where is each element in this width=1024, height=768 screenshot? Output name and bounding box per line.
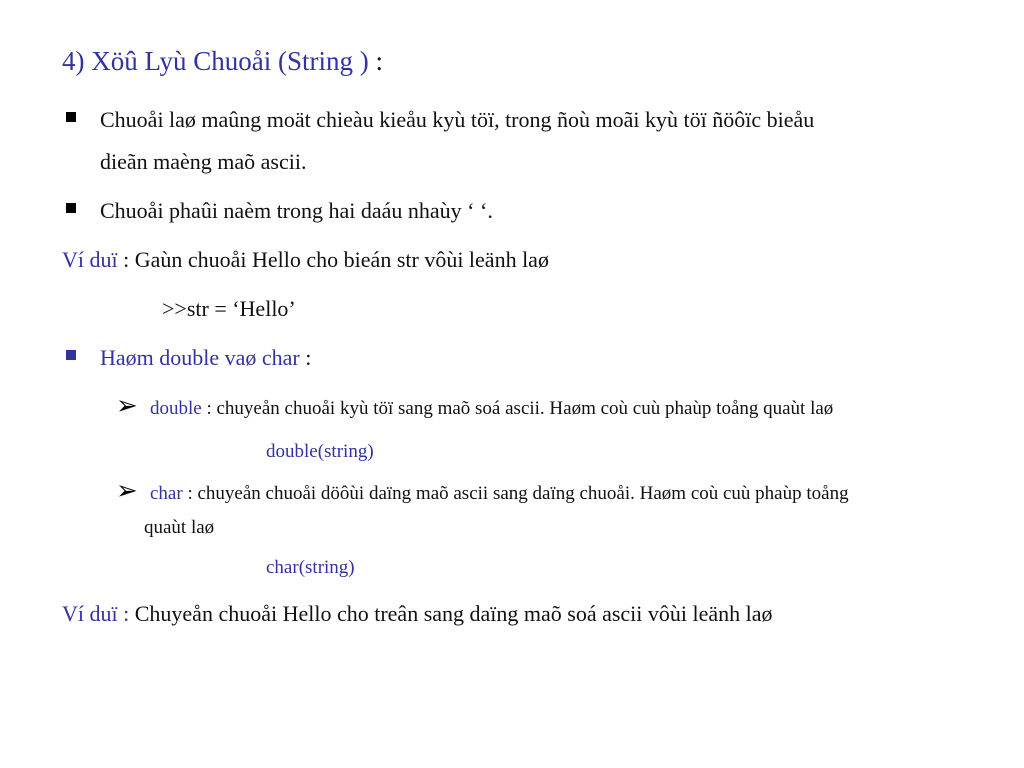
- square-bullet-icon: [66, 203, 76, 213]
- functions-heading-colon: :: [299, 345, 312, 370]
- double-name: double: [150, 398, 202, 419]
- square-bullet-icon: [66, 350, 76, 360]
- char-syntax: char(string): [266, 557, 355, 578]
- bullet-1-line-1: Chuoåi laø maûng moät chieàu kieåu kyù töï, trong ñoù moãi kyù töï ñöôïc bieåu: [100, 107, 815, 132]
- example-1-text: : Gaùn chuoåi Hello cho bieán str vôùi leänh laø: [117, 247, 549, 272]
- title-main: 4) Xöû Lyù Chuoåi (String ): [62, 46, 369, 76]
- example-1-code: >>str = ‘Hello’: [162, 296, 296, 321]
- functions-heading: [100, 344, 311, 372]
- example-1-label: Ví duï: [62, 247, 118, 272]
- char-desc-line-2: quaùt laø: [144, 517, 215, 538]
- example-2: [62, 600, 773, 628]
- arrow-bullet-icon: ➢: [116, 391, 138, 421]
- double-desc: : chuyeån chuoåi kyù töï sang maõ soá ascii. Haøm coù cuù phaùp toång quaùt laø: [201, 398, 834, 419]
- double-item: [150, 396, 833, 422]
- functions-heading-text: Haøm double vaø char: [100, 345, 300, 370]
- bullet-1-line-2: dieãn maèng maõ ascii.: [100, 149, 307, 174]
- square-bullet-icon: [66, 112, 76, 122]
- example-2-label: Ví duï :: [62, 601, 130, 626]
- char-desc-line-1: : chuyeån chuoåi döôùi daïng maõ ascii sang daïng chuoåi. Haøm coù cuù phaùp toång: [182, 483, 849, 504]
- char-name: char: [150, 483, 183, 504]
- double-syntax: double(string): [266, 441, 374, 462]
- slide-title: [62, 44, 383, 78]
- char-item: [150, 481, 849, 507]
- bullet-2-line-1: Chuoåi phaûi naèm trong hai daáu nhaùy ‘ ‘.: [100, 198, 493, 223]
- example-2-text: Chuyeån chuoåi Hello cho treân sang daïng maõ soá ascii vôùi leänh laø: [129, 601, 773, 626]
- arrow-bullet-icon: ➢: [116, 476, 138, 506]
- title-colon: :: [368, 46, 383, 76]
- example-1: [62, 246, 549, 274]
